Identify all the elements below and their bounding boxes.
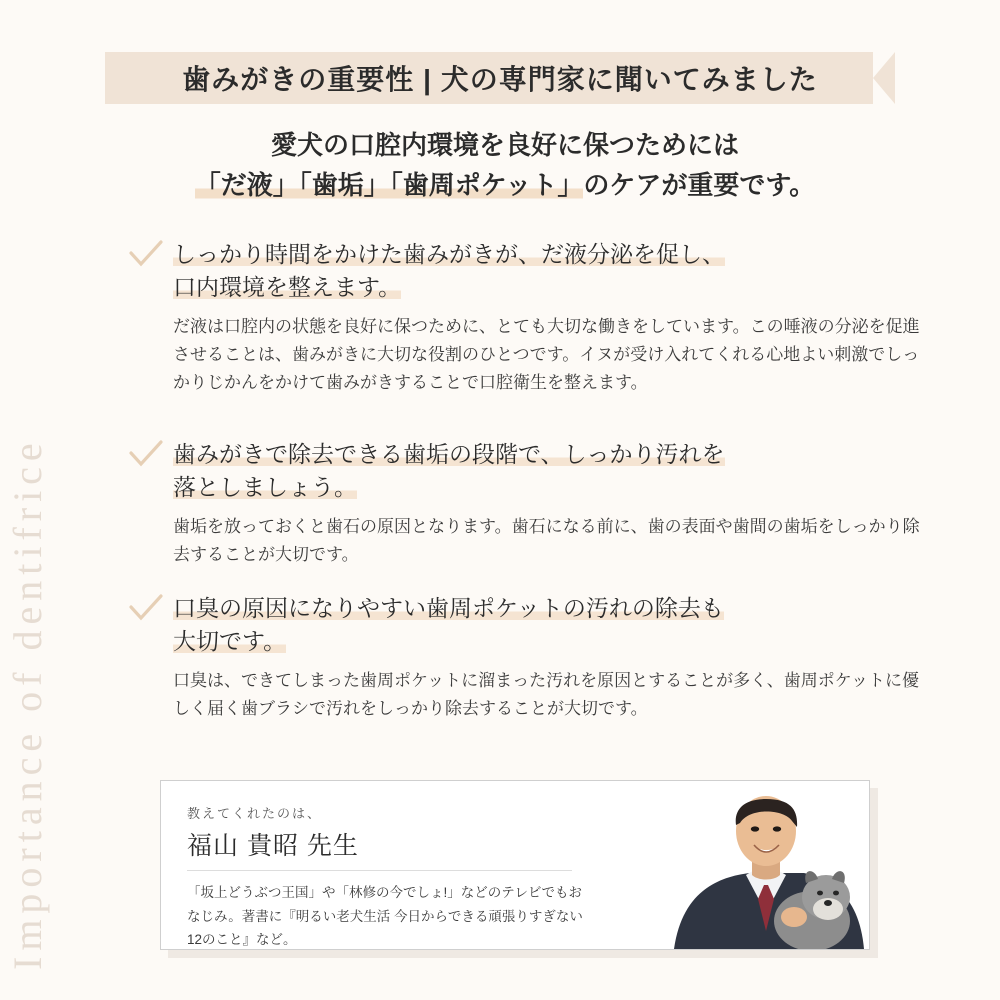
vertical-side-title: Importance of dentifrice [5, 437, 50, 970]
section-heading [125, 438, 925, 505]
header-ribbon [105, 52, 895, 104]
lead-line-1: 愛犬の口腔内環境を良好に保つためには [270, 130, 739, 160]
section-periodontal-pocket [125, 592, 925, 723]
expert-card [160, 780, 870, 950]
divider [187, 870, 572, 871]
section-heading-line-2: 大切です。 [173, 628, 287, 655]
section-body: 口臭は、できてしまった歯周ポケットに溜まった汚れを原因とすることが多く、歯周ポケットに優しく届く歯ブラシで汚れをしっかり除去することが大切です。 [173, 670, 919, 718]
expert-description: 「坂上どうぶつ王国」や「林修の今でしょ!」などのテレビでもおなじみ。著書に『明るい老犬生活 今日からできる頑張りすぎない12のこと』など。 [187, 885, 583, 948]
check-icon [129, 594, 163, 624]
lead-copy [95, 125, 915, 206]
expert-photo [654, 781, 869, 949]
section-body: だ液は口腔内の状態を良好に保つために、とても大切な働きをしています。この唾液の分泌を促進させることは、歯みがきに大切な役割のひとつです。イヌが受け入れてくれる心地よい刺激でしっかりじかんをかけて歯みがきすることで口腔衛生を整えます。 [173, 316, 920, 392]
section-saliva [125, 238, 925, 397]
check-icon [129, 240, 163, 270]
expert-name: 福山 貴昭 先生 [187, 832, 359, 860]
section-body: 歯垢を放っておくと歯石の原因となります。歯石になる前に、歯の表面や歯間の歯垢をしっかり除去することが大切です。 [173, 516, 920, 564]
lead-highlight: 「だ液」「歯垢」「歯周ポケット」 [194, 170, 584, 201]
section-heading-line-1: 歯みがきで除去できる歯垢の段階で、しっかり汚れを [173, 441, 725, 467]
section-heading [125, 238, 925, 305]
section-plaque [125, 438, 925, 569]
section-heading [125, 592, 925, 659]
section-heading-line-2: 口内環境を整えます。 [173, 274, 402, 301]
expert-card-kicker: 教えてくれたのは、 [187, 806, 323, 821]
section-heading-line-2: 落としましょう。 [173, 474, 357, 501]
check-icon [129, 440, 163, 470]
lead-line-2-tail: のケアが重要です。 [583, 170, 816, 201]
section-heading-line-1: 口臭の原因になりやすい歯周ポケットの汚れの除去も [173, 595, 724, 621]
page-content [95, 0, 975, 1000]
section-heading-line-1: しっかり時間をかけた歯みがきが、だ液分泌を促し、 [173, 241, 725, 267]
lead-line-2 [95, 165, 915, 205]
page-title: 歯みがきの重要性 | 犬の専門家に聞いてみました [182, 64, 818, 95]
